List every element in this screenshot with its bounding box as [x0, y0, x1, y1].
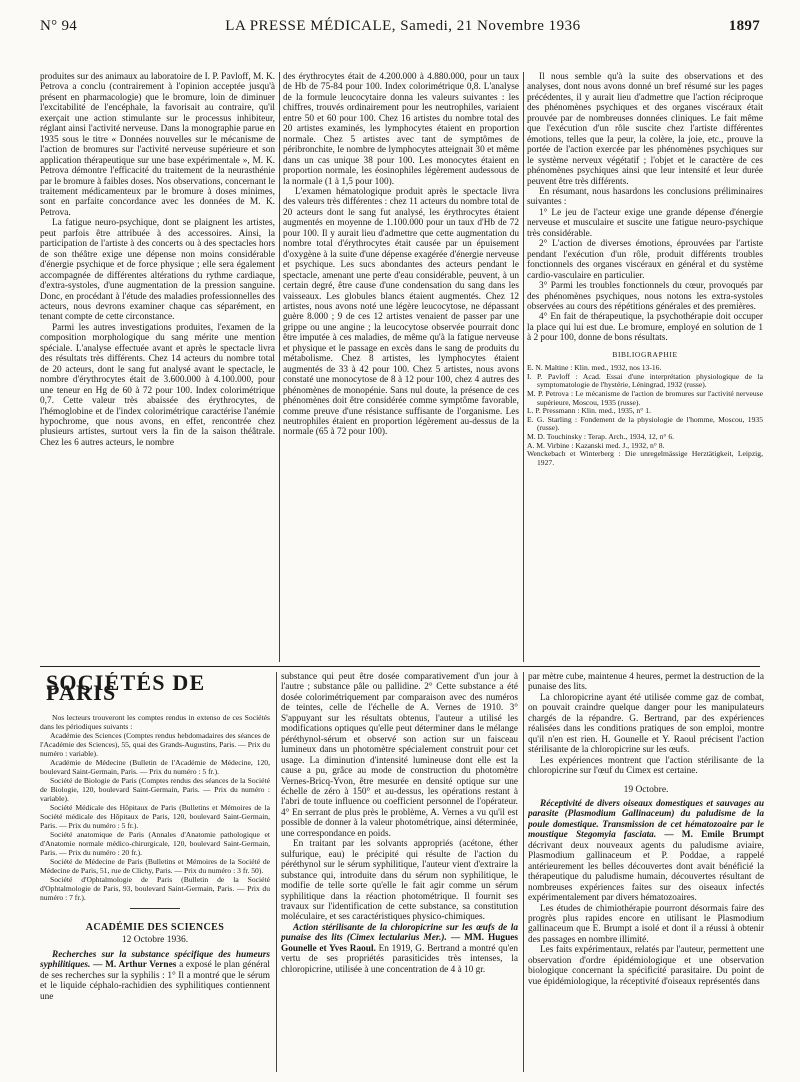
paragraph: 2° L'action de diverses émotions, éprouvées par l'artiste pendant l'exécution d'un rôle, produit différents troubles fonctionnels des organes viscéraux en général et du système cardio-vasculaire en particulier.: [527, 239, 763, 281]
bibliography-entry: M. P. Petrova : Le mécanisme de l'action de bromures sur l'activité nerveuse supérieure, Moscou, 1935 (russe).: [527, 389, 763, 407]
section-title: SOCIÉTÉS DE PARIS: [46, 672, 206, 706]
report-text: décrivant deux nouveaux agents du paludisme aviaire, Plasmodium gallinaceum et P. Poddae, a rappelé antérieurement les belles découvertes dont avait bénéficié la thérapeutique du paludisme humain, découvertes résultant de nombreuses expériences faites sur des oiseaux infectés expérimentalement par divers hématozoaires.: [528, 840, 764, 904]
bibliography-entry: I. P. Pavloff : Acad. Essai d'une interprétation physiologique de la symptomatologie de l'hystérie, Léningrad, 1932 (russe).: [527, 371, 763, 390]
bibliography-entry: Wenckebach et Winterberg : Die unregelmässige Herztätigkeit, Leipzig, 1927.: [527, 449, 763, 467]
paragraph: 3° Parmi les troubles fonctionnels du cœur, provoqués par des phénomènes psychiques, nous notons les extra-systoles observées au cours des répétitions générales et des premières.: [527, 281, 763, 312]
short-rule: [130, 908, 180, 909]
issue-number: N° 94: [40, 18, 78, 34]
society-entry: Académie des Sciences (Comptes rendus hebdomadaires des séances de l'Académie des Sciences), 55, quai des Grands-Augustins, Paris. — Prix du numéro : variable).: [40, 730, 270, 758]
article-column-3: [527, 72, 763, 662]
paragraph: Il nous semble qu'à la suite des observations et des analyses, dont nous avons donné un bref résumé sur les pages précédentes, il y aurait lieu d'admettre que l'action réciproque des phénomènes psychiques et des organes viscéraux était prouvée par de nombreuses données cliniques. Le fait même que l'exécution d'un rôle suscite chez l'artiste différentes émotions, telles que la peur, la colère, la joie, etc., prouve la portée de l'action exercée par les phénomènes psychiques sur le système nerveux végétatif ; l'objet et le caractère de ces phénomènes psychiques ainsi que leur intensité et leur durée peuvent être très différents.: [527, 72, 763, 187]
column-divider: [279, 72, 280, 662]
society-entry: Société anatomique de Paris (Annales d'Anatomie pathologique et d'Anatomie normale médico-chirurgicale, 120, boulevard Saint-Germain, Paris. — Prix du numéro : 20 fr.).: [40, 829, 270, 857]
report-title: Recherches sur la substance spécifique des humeurs syphilitiques.: [40, 949, 270, 971]
report-title: Action stérilisante de la chloropicrine sur les œufs de la punaise des lits (Cimex lectularius Mer.).: [281, 922, 518, 944]
report-author: — M. Arthur Vernes: [93, 960, 177, 971]
paragraph: Les études de chimiothérapie pourront désormais faire des progrès plus rapides encore en utilisant le Plasmodium gallinaceum que E. Brumpt a isolé et dont il a réussi à obtenir des passages en nombre illimité.: [528, 903, 764, 945]
bibliography-entry: E. G. Starling : Fondement de la physiologie de l'homme, Moscou, 1935 (russe).: [527, 414, 763, 433]
paragraph: En traitant par les solvants appropriés (acétone, éther sulfurique, eau) le précipité qui résulte de l'action du péréthynol sur le sérum syphilitique, l'auteur vient d'extraire la substance qui, introduite dans du sérum non syphilitique, le modifie de telle sorte qu'elle le fait agir comme un sérum syphilitique dans la réaction photométrique. Il fournit ses travaux sur l'identification de cette substance, sa constitution moléculaire, et ses caractéristiques physico-chimiques.: [281, 839, 518, 923]
paragraph: La fatigue neuro-psychique, dont se plaignent les artistes, peut parfois être attribuée à des accessoires. Ainsi, la participation de l'artiste à des concerts ou à des spectacles hors de son théâtre exige une dépense non moins considérable d'énergie psychique et de force physique ; elle sera également accompagnée de différentes altérations du rythme cardiaque, d'extra-systoles, d'une augmentation de la pression sanguine. Donc, en procédant à l'étude des maladies professionnelles des acteurs, nous devrons examiner chaque cas séparément, en tenant compte de cette circonstance.: [40, 218, 275, 323]
report-text: En 1919, G. Bertrand a montré qu'en vertu de ses propriétés parasiticides très intenses, la chloropicrine, utilisée à une concentration de 4 à 10 gr.: [281, 943, 518, 975]
report-paragraph: [281, 923, 518, 975]
article-column-2: [283, 72, 519, 662]
paragraph: L'examen hématologique produit après le spectacle livra des valeurs très différentes : chez 11 acteurs du nombre total de 20 acteurs dont le sang fut analysé, les érythrocytes étaient augmentés en moyenne de 1.100.000 pour un taux d'Hb de 72 pour 100. Il y aurait lieu d'admettre que cette augmentation du nombre total d'érythrocytes était causée par un épuisement d'oxygène à la suite d'une dépense exagérée d'énergie nerveuse et psychique. Les sucs abondantes des acteurs pendant le spectacle, amenant une perte d'eau considérable, peuvent, à un certain degré, être cause d'une condensation du sang dans les vaisseaux. Les globules blancs étaient augmentés. Chez 12 artistes, nous avons noté une légère leucocytose, ne dépassant guère 8.000 ; 9 de ces 12 artistes venaient de passer par une grippe ou une angine ; la leucocytose observée pourrait donc être imputée à ces maladies, de même qu'à la fatigue nerveuse et physique et le passage en excès dans le sang de produits du métabolisme. Chez 8 artistes, les lymphocytes étaient augmentés de 33 à 42 pour 100. Chez 5 artistes, nous avons constaté une monocytose de 8 à 12 pour 100, chez 4 autres des phénomènes de monopénie. Sans nul doute, la présence de ces phénomènes doit être considérée comme symptôme favorable, comme preuve d'une résistance suffisante de l'organisme. Les neutrophiles étaient en proportion légèrement au-dessus de la normale (65 à 72 pour 100).: [283, 186, 519, 438]
bibliography-entry: E. N. Maltine : Klin. med., 1932, nos 13-16.: [527, 363, 662, 373]
societes-column-3: [528, 672, 764, 1072]
paragraph: En résumant, nous hasardons les conclusions préliminaires suivantes :: [527, 186, 763, 208]
bibliography-entry: M. D. Touchinsky : Terap. Arch., 1934, 12, n° 6.: [527, 431, 675, 441]
article-column-1: [40, 72, 275, 662]
paragraph: Les faits expérimentaux, relatés par l'auteur, permettent une observation d'ordre épidémiologique et une observation biologique concernant la spécificité parasitaire. Du point de vue épidémiologique, la réceptivité d'oiseaux représentés dans: [528, 945, 764, 987]
column-divider: [523, 72, 524, 662]
section-rule: [40, 666, 760, 667]
academy-heading: ACADÉMIE DES SCIENCES: [85, 921, 225, 933]
report-paragraph: [528, 799, 764, 904]
page-number: 1897: [728, 18, 760, 34]
session-date: 19 Octobre.: [623, 784, 669, 795]
society-entry: Société de Biologie de Paris (Comptes rendus des séances de la Société de Biologie, 120, boulevard Saint-Germain, Paris. — Prix du numéro : variable).: [40, 775, 270, 803]
column-divider: [276, 672, 277, 1072]
paragraph: Les expériences montrent que l'action stérilisante de la chloropicrine sur l'œuf du Cimex est certaine.: [528, 755, 764, 777]
report-title: Réceptivité de divers oiseaux domestiques et sauvages au parasite (Plasmodium Gallinaceum) du paludisme de la poule domestique. Transmission de cet hématozoaire par le moustique Stegomyia fasciata.: [528, 798, 764, 841]
paragraph: 1° Le jeu de l'acteur exige une grande dépense d'énergie nerveuse et musculaire et suscite une fatigue neuro-psychique très considérable.: [527, 207, 763, 239]
session-date: 12 Octobre 1936.: [121, 935, 189, 946]
paragraph: La chloropicrine ayant été utilisée comme gaz de combat, on pouvait craindre quelque danger pour les manipulateurs chargés de la répandre. G. Bertrand, par des expériences réalisées dans les conditions pratiques de son emploi, montre qu'il n'en est rien. H. Gounelle et Y. Raoul précisent l'action stérilisante de la chloropicrine sur les œufs.: [528, 692, 764, 756]
report-paragraph: [40, 950, 270, 1002]
paragraph: produites sur des animaux au laboratoire de I. P. Pavloff, M. K. Petrova a conclu (contrairement à l'opinion acceptée jusqu'à présent en pharmacologie) que le bromure, loin de diminuer l'excitabilité de l'encéphale, la favorisait au contraire, qu'il exerçait une action stimulante sur le processus inhibiteur, réglant ainsi l'activité nerveuse. Dans la monographie parue en 1935 sous le titre « Données nouvelles sur le mécanisme de l'action de bromures sur l'activité nerveuse supérieure et son application thérapeutique sur une base expérimentale », M. K. Petrova démontre l'efficacité du traitement de la neurasthénie par le bromure à faibles doses. Nos observations, concernant le traitement médicamenteux par le bromure à doses minimes, sont en parfaite concordance avec les données de M. K. Petrova.: [40, 72, 275, 218]
column-divider: [523, 672, 524, 1072]
paragraph: des érythrocytes était de 4.200.000 à 4.880.000, pour un taux de Hb de 75-84 pour 100. Index colorimétrique 0,8. L'analyse de la formule leucocytaire donna les valeurs suivantes : les chiffres, trouvés ordinairement pour les neutrophiles, variaient entre 50 et 60 pour 100. Chez 16 artistes du nombre total des 20 artistes examinés, les lymphocytes étaient en proportion normale. Chez 5 artistes avec tant de symptômes de péribronchite, le nombre de lymphocytes atteignait 30 et même dans un cas unique 38 pour 100. Les monocytes étaient en proportion normale, les éosinophiles légèrement audessous de la normale (1 à 1,5 pour 100).: [283, 72, 519, 187]
society-entry: Société de Médecine de Paris (Bulletins et Mémoires de la Société de Médecine de Paris, 51, rue de Clichy, Paris. — Prix du numéro : 3 fr. 50).: [40, 856, 270, 875]
societies-intro: [40, 713, 270, 902]
paragraph: 4° En fait de thérapeutique, la psychothérapie doit occuper la place qui lui est due. Le bromure, employé en solution de 1 à 2 pour 100, donne de bons résultats.: [527, 312, 763, 344]
paragraph: substance qui peut être dosée comparativement d'un jour à l'autre ; substance pâle ou pallidine. 2° Cette substance a été dosée colorimétriquement par comparaison avec des numéros de teintes, celle de l'échelle de A. Vernes de 1910. 3° S'appuyant sur les résultats obtenus, l'auteur a utilisé les modifications optiques qu'elle peut déterminer dans le mélange péréthynol-sérum et observé son action sur un faisceau lumineux dans un photomètre spécialement construit pour cet usage. La diminution d'intensité lumineuse dont elle est la cause a pu, grâce au mode de construction du photomètre Vernes-Bricq-Yvon, être mesurée en densité optique sur une échelle de zéro à 150° et au-dessus, les opérations restant à l'abri de toute influence ou coefficient personnel de l'opérateur. 4° En serrant de plus près le problème, A. Vernes a vu qu'il est possible de donner à la valeur photométrique, ainsi déterminée, une correspondance en poids.: [281, 672, 518, 839]
report-text: a exposé le plan général de ses recherches sur la syphilis : 1° Il a montré que le sérum et le liquide céphalo-rachidien des syphilitiques contiennent une: [40, 960, 270, 1002]
paragraph: par mètre cube, maintenue 4 heures, permet la destruction de la punaise des lits.: [528, 672, 764, 693]
societes-column-2: [281, 672, 518, 1072]
intro-text: Nos lecteurs trouveront les comptes rendus in extenso de ces Sociétés dans les périodiques suivants :: [40, 712, 270, 731]
paragraph: Parmi les autres investigations produites, l'examen de la composition morphologique du sang mérite une mention spéciale. L'analyse effectuée avant et après le spectacle livra des résultats très différents. Chez 14 acteurs du nombre total de 20 acteurs, dont le sang fut analysé avant le spectacle, le nombre d'érythrocytes était de 3.600.000 à 4.100.000, pour une teneur en Hg de 60 à 72 pour 100. Index colorimétrique 0,7. Cette valeur très abaissée des érythrocytes, de l'hémoglobine et de l'index colorimétrique caractérise l'anémie hypochrome, que nous avons, en effet, rencontrée chez plusieurs artistes, surtout vers la fin de la saison théâtrale. Chez les 6 autres acteurs, le nombre: [40, 322, 275, 448]
society-entry: Académie de Médecine (Bulletin de l'Académie de Médecine, 120, boulevard Saint-Germain, Paris. — Prix du numéro : 5 fr.).: [40, 757, 270, 776]
societes-column-1: [40, 672, 270, 1072]
bibliography-entry: L. P. Pressmann : Klin. med., 1935, n° 1.: [527, 406, 651, 416]
bibliography-heading: BIBLIOGRAPHIE: [612, 349, 678, 359]
bibliography-entry: A. M. Virbine : Kazanski med. J., 1932, n° 8.: [527, 440, 665, 450]
page-header: [40, 18, 760, 46]
report-author: — MM. Hugues Gounelle et Yves Raoul.: [281, 933, 518, 954]
society-entry: Société Médicale des Hôpitaux de Paris (Bulletins et Mémoires de la Société médicale des Hôpitaux de Paris, 120, boulevard Saint-Germain, Paris. — Prix du numéro : 5 fr.).: [40, 802, 270, 830]
publication-title: LA PRESSE MÉDICALE, Samedi, 21 Novembre 1936: [225, 18, 581, 34]
report-author: — M. Emile Brumpt: [664, 830, 764, 841]
society-entry: Société d'Ophtalmologie de Paris (Bulletin de la Société d'Ophtalmologie de Paris, 93, boulevard Saint-Germain, Paris. — Prix du numéro : 7 fr.).: [40, 874, 270, 902]
bibliography: [527, 364, 763, 467]
